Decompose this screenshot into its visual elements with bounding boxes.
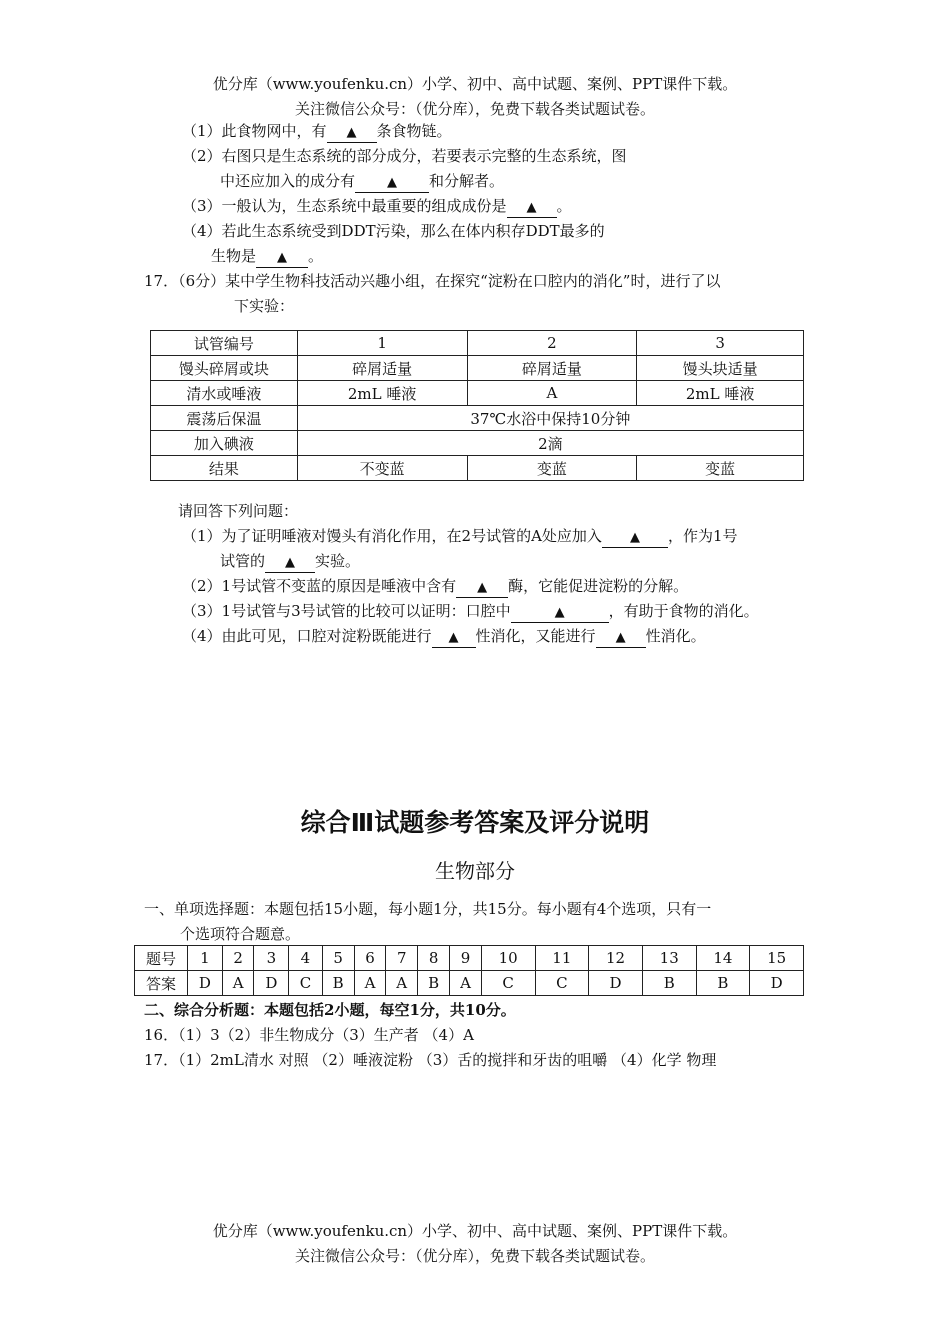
q17-part4 bbox=[182, 626, 706, 648]
table-row bbox=[151, 331, 804, 356]
tube-number: 2 bbox=[467, 331, 637, 356]
question-number-cell: 1 bbox=[188, 946, 223, 971]
q17-part2-text-end: 酶，它能促进淀粉的分解。 bbox=[508, 577, 689, 595]
q16-part4-text: 生物是 bbox=[211, 247, 257, 265]
q17-part1-line2 bbox=[220, 551, 360, 573]
table-row bbox=[151, 431, 804, 456]
table-cell: 2mL 唾液 bbox=[297, 381, 467, 406]
section2-heading: 二、综合分析题：本题包括2小题，每空1分，共10分。 bbox=[144, 1001, 516, 1019]
table-cell: 碎屑适量 bbox=[297, 356, 467, 381]
table-cell-merged: 37℃水浴中保持10分钟 bbox=[297, 406, 803, 431]
tube-number: 1 bbox=[297, 331, 467, 356]
q17-part2-text: （2）1号试管不变蓝的原因是唾液中含有 bbox=[182, 577, 457, 595]
q17-part3-text: （3）1号试管与3号试管的比较可以证明：口腔中 bbox=[182, 602, 511, 620]
answer-cell: A bbox=[222, 971, 254, 996]
answer-16: 16．（1）3（2）非生物成分（3）生产者 （4）A bbox=[144, 1026, 474, 1044]
answer-cell: B bbox=[322, 971, 354, 996]
question-number-cell: 10 bbox=[481, 946, 535, 971]
table-cell: 变蓝 bbox=[467, 456, 637, 481]
q16-part2-text-end: 和分解者。 bbox=[429, 172, 505, 190]
table-row bbox=[135, 946, 804, 971]
table-row bbox=[151, 381, 804, 406]
q17-part4-text: （4）由此可见，口腔对淀粉既能进行 bbox=[182, 627, 432, 645]
question-number-cell: 8 bbox=[418, 946, 450, 971]
q17-part1-line1 bbox=[182, 526, 737, 548]
q16-part3-text: （3）一般认为，生态系统中最重要的组成成份是 bbox=[182, 197, 507, 215]
q17-part4-text-mid: 性消化，又能进行 bbox=[475, 627, 596, 645]
answer-blank[interactable]: ▲ bbox=[256, 249, 308, 268]
q16-part3 bbox=[182, 196, 572, 218]
q17-intro-line2: 下实验： bbox=[234, 297, 295, 315]
row-header: 答案 bbox=[135, 971, 188, 996]
answer-cell: C bbox=[289, 971, 322, 996]
answer-cell: B bbox=[642, 971, 696, 996]
answer-17: 17．（1）2mL清水 对照 （2）唾液淀粉 （3）舌的搅拌和牙齿的咀嚼 （4）化学 物理 bbox=[144, 1051, 717, 1069]
answer-cell: C bbox=[535, 971, 589, 996]
q16-part4-line1: （4）若此生态系统受到DDT污染，那么在体内积存DDT最多的 bbox=[182, 222, 605, 240]
table-cell: 不变蓝 bbox=[297, 456, 467, 481]
q17-part4-text-end: 性消化。 bbox=[645, 627, 706, 645]
q17-prompt: 请回答下列问题： bbox=[178, 502, 299, 520]
q17-part3-text-end: ，有助于食物的消化。 bbox=[608, 602, 759, 620]
q16-part1-text-end: 条食物链。 bbox=[376, 122, 452, 140]
q16-part1-text: （1）此食物网中，有 bbox=[182, 122, 327, 140]
q17-part1-text-end: ，作为1号 bbox=[667, 527, 738, 545]
q17-part1-text-d: 实验。 bbox=[315, 552, 361, 570]
table-row bbox=[151, 356, 804, 381]
section1-line1: 一、单项选择题：本题包括15小题，每小题1分，共15分。每小题有4个选项，只有一 bbox=[144, 900, 712, 918]
row-header: 试管编号 bbox=[151, 331, 298, 356]
question-number-cell: 13 bbox=[642, 946, 696, 971]
answer-cell: B bbox=[696, 971, 750, 996]
q16-part3-text-end: 。 bbox=[556, 197, 572, 215]
answer-cell: D bbox=[188, 971, 223, 996]
answer-cell: C bbox=[481, 971, 535, 996]
row-header: 结果 bbox=[151, 456, 298, 481]
answer-blank[interactable]: ▲ bbox=[355, 174, 429, 193]
q16-part2-text: 中还应加入的成分有 bbox=[220, 172, 356, 190]
q17-part2 bbox=[182, 576, 688, 598]
answer-blank[interactable]: ▲ bbox=[327, 124, 377, 143]
q16-part1 bbox=[182, 121, 452, 143]
table-row bbox=[151, 406, 804, 431]
question-number-cell: 7 bbox=[386, 946, 418, 971]
footer-line-1: 优分库（www.youfenku.cn）小学、初中、高中试题、案例、PPT课件下载。 bbox=[212, 1222, 738, 1240]
answer-blank[interactable]: ▲ bbox=[432, 629, 476, 648]
answer-cell: A bbox=[354, 971, 386, 996]
question-number-cell: 2 bbox=[222, 946, 254, 971]
footer-line-2: 关注微信公众号：（优分库），免费下载各类试题试卷。 bbox=[294, 1247, 655, 1265]
q17-part3 bbox=[182, 601, 759, 623]
answer-blank[interactable]: ▲ bbox=[596, 629, 646, 648]
question-number-cell: 9 bbox=[450, 946, 482, 971]
row-header: 清水或唾液 bbox=[151, 381, 298, 406]
row-header: 题号 bbox=[135, 946, 188, 971]
section1-line2: 个选项符合题意。 bbox=[180, 925, 301, 943]
question-number-cell: 3 bbox=[254, 946, 289, 971]
table-cell-merged: 2滴 bbox=[297, 431, 803, 456]
answer-blank[interactable]: ▲ bbox=[265, 554, 315, 573]
question-number-cell: 14 bbox=[696, 946, 750, 971]
row-header: 馒头碎屑或块 bbox=[151, 356, 298, 381]
answer-blank[interactable]: ▲ bbox=[507, 199, 557, 218]
answer-blank[interactable]: ▲ bbox=[456, 579, 508, 598]
header-line-1: 优分库（www.youfenku.cn）小学、初中、高中试题、案例、PPT课件下载。 bbox=[212, 75, 738, 93]
table-row bbox=[135, 971, 804, 996]
answer-cell: D bbox=[589, 971, 643, 996]
table-row bbox=[151, 456, 804, 481]
question-number-cell: 11 bbox=[535, 946, 589, 971]
q17-intro-line1: 17．（6分）某中学生物科技活动兴趣小组，在探究“淀粉在口腔内的消化”时，进行了以 bbox=[144, 272, 721, 290]
q17-part1-text-c: 试管的 bbox=[220, 552, 266, 570]
q17-part1-text: （1）为了证明唾液对馒头有消化作用，在2号试管的A处应加入 bbox=[182, 527, 602, 545]
answers-subtitle: 生物部分 bbox=[435, 859, 515, 883]
answer-key-table bbox=[134, 945, 804, 996]
table-cell: A bbox=[467, 381, 637, 406]
question-number-cell: 5 bbox=[322, 946, 354, 971]
question-number-cell: 15 bbox=[750, 946, 804, 971]
answer-cell: D bbox=[254, 971, 289, 996]
q16-part4-line2 bbox=[211, 246, 323, 268]
table-cell: 碎屑适量 bbox=[467, 356, 637, 381]
table-cell: 变蓝 bbox=[637, 456, 804, 481]
table-cell: 2mL 唾液 bbox=[637, 381, 804, 406]
question-number-cell: 4 bbox=[289, 946, 322, 971]
question-number-cell: 6 bbox=[354, 946, 386, 971]
table-cell: 馒头块适量 bbox=[637, 356, 804, 381]
row-header: 震荡后保温 bbox=[151, 406, 298, 431]
answers-title: 综合Ⅲ试题参考答案及评分说明 bbox=[300, 808, 650, 837]
answer-cell: D bbox=[750, 971, 804, 996]
q16-part2-line2 bbox=[220, 171, 504, 193]
header-line-2: 关注微信公众号：（优分库），免费下载各类试题试卷。 bbox=[294, 100, 655, 118]
row-header: 加入碘液 bbox=[151, 431, 298, 456]
q16-part4-text-end: 。 bbox=[308, 247, 324, 265]
answer-cell: A bbox=[386, 971, 418, 996]
answer-cell: A bbox=[450, 971, 482, 996]
q16-part2-line1: （2）右图只是生态系统的部分成分，若要表示完整的生态系统，图 bbox=[182, 147, 627, 165]
answer-cell: B bbox=[418, 971, 450, 996]
answer-blank[interactable]: ▲ bbox=[602, 529, 668, 548]
question-number-cell: 12 bbox=[589, 946, 643, 971]
experiment-table bbox=[150, 330, 804, 481]
answer-blank[interactable]: ▲ bbox=[511, 604, 609, 623]
tube-number: 3 bbox=[637, 331, 804, 356]
